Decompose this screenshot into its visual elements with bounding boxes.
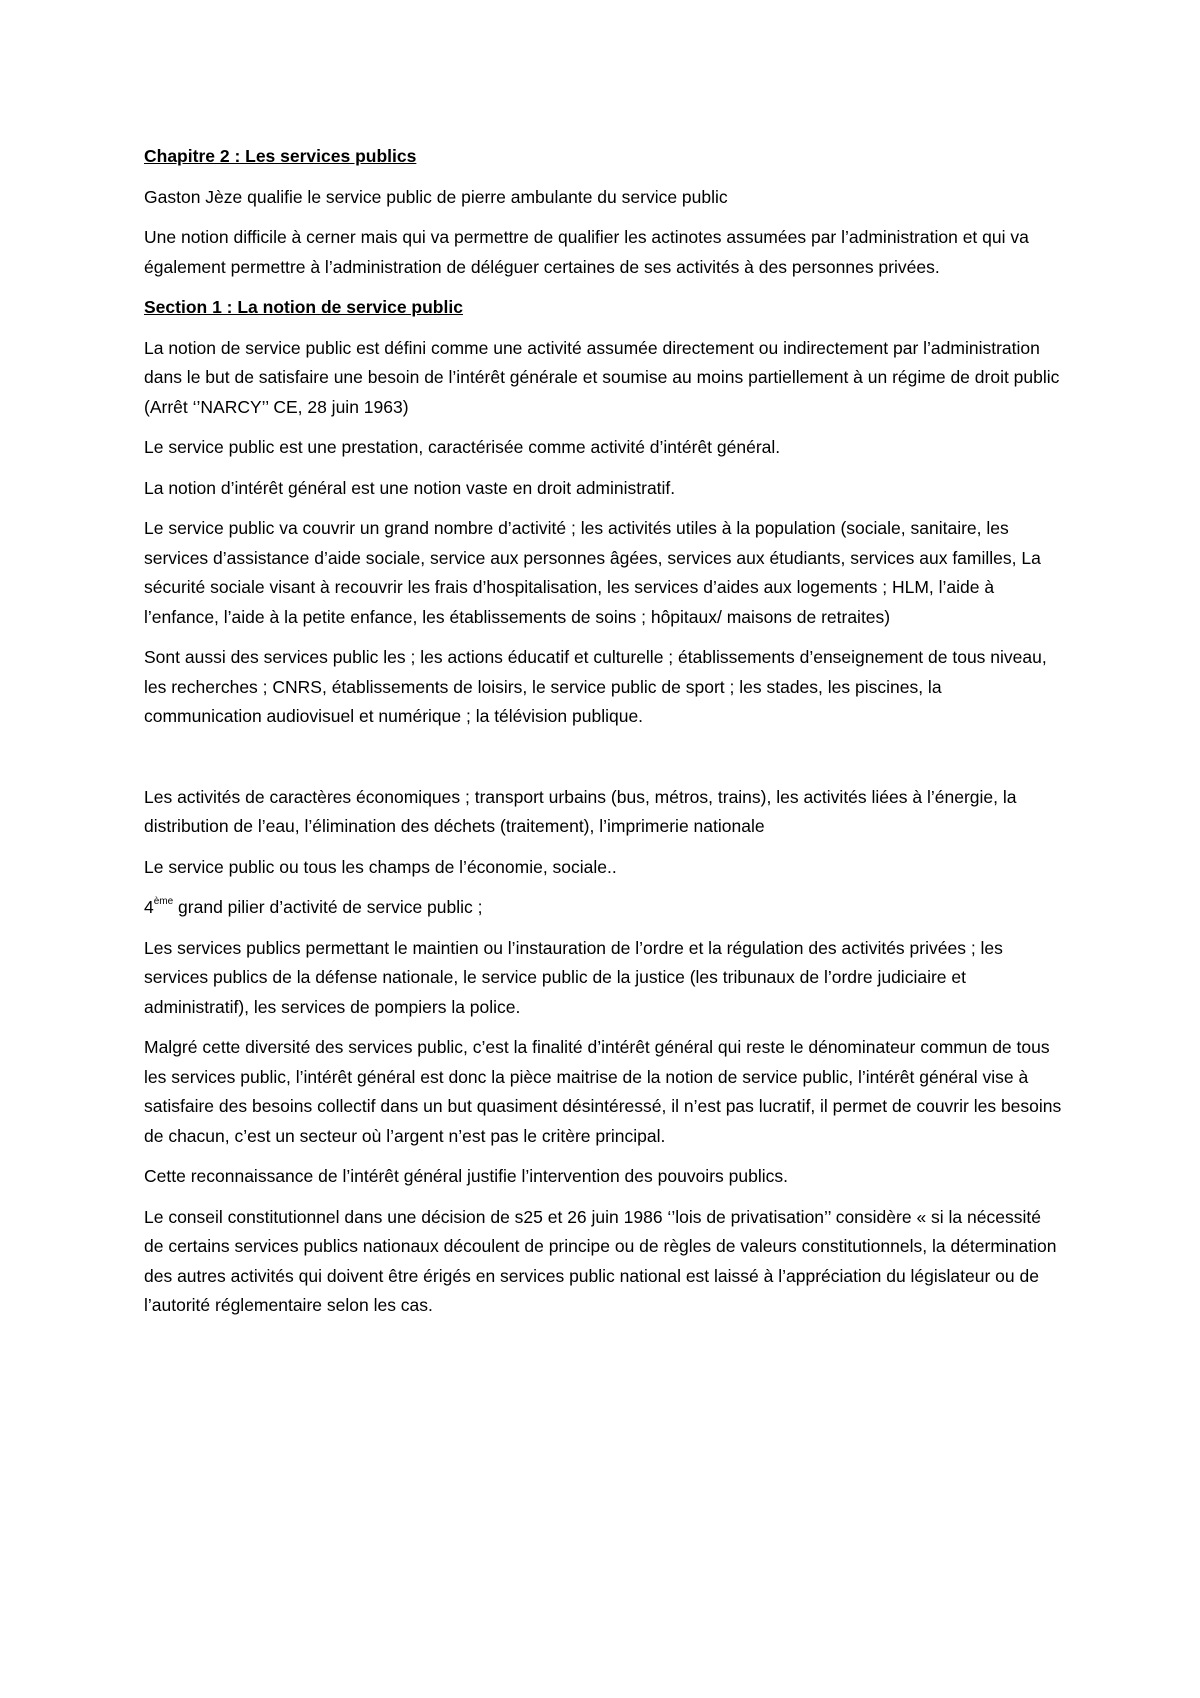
pilier-paragraph xyxy=(144,893,1064,923)
interet-general-paragraph: La notion d’intérêt général est une notion vaste en droit administratif. xyxy=(144,477,676,498)
ordre-paragraph: Les services publics permettant le maintien ou l’instauration de l’ordre et la régulation des activités privées ; les services publics de la défense nationale, le service public de la justice (les tribunaux de l’ordre judiciaire et administratif), les services de pompiers la police. xyxy=(144,937,1003,1017)
intro-paragraph-1: Gaston Jèze qualifie le service public de pierre ambulante du service public xyxy=(144,186,728,207)
pilier-number: 4 xyxy=(144,897,154,917)
definition-paragraph: La notion de service public est défini comme une activité assumée directement ou indirectement par l’administration dans le but de satisfaire une besoin de l’intérêt générale et soumise au moins partiellement à un régime de droit public (Arrêt ‘’NARCY’’ CE, 28 juin 1963) xyxy=(144,337,1060,417)
chapter-title: Chapitre 2 : Les services publics xyxy=(144,146,417,166)
activites-economiques-paragraph: Les activités de caractères économiques ; transport urbains (bus, métros, trains), les activités liées à l’énergie, la distribution de l’eau, l’élimination des déchets (traitement), l’imprimerie nationale xyxy=(144,786,1017,836)
pilier-superscript: ème xyxy=(153,896,174,908)
diversite-paragraph: Malgré cette diversité des services public, c’est la finalité d’intérêt général qui reste le dénominateur commun de tous les services public, l’intérêt général est donc la pièce maitrise de la notion de service public, l’intérêt général vise à satisfaire des besoins collectif dans un but quasiment désintéressé, il n’est pas lucratif, il permet de couvrir les besoins de chacun, c’est un secteur où l’argent n’est pas le critère principal. xyxy=(144,1037,1062,1146)
reconnaissance-paragraph: Cette reconnaissance de l’intérêt général justifie l’intervention des pouvoirs publics. xyxy=(144,1166,788,1186)
actions-educatives-paragraph: Sont aussi des services public les ; les actions éducatif et culturelle ; établissements d’enseignement de tous niveau, les recherches ; CNRS, établissements de loisirs, le service public de sport ; les stades, les piscines, la communication audiovisuel et numérique ; la télévision publique. xyxy=(144,647,1047,726)
document-body xyxy=(144,142,1064,1332)
prestation-paragraph: Le service public est une prestation, caractérisée comme activité d’intérêt général. xyxy=(144,437,781,457)
conseil-paragraph: Le conseil constitutionnel dans une décision de s25 et 26 juin 1986 ‘’lois de privatisation’’ considère « si la nécessité de certains services publics nationaux découlent de principe ou de règles de valeurs constitutionnels, la détermination des autres activités qui doivent être érigés en services public national est laissé à l’appréciation du législateur ou de l’autorité réglementaire selon les cas. xyxy=(144,1206,1057,1315)
activites-utiles-paragraph: Le service public va couvrir un grand nombre d’activité ; les activités utiles à la population (sociale, sanitaire, les services d’assistance d’aide sociale, service aux personnes âgées, services aux étudiants, services aux familles, La sécurité sociale visant à recouvrir les frais d’hospitalisation, les services d’aides aux logements ; HLM, l’aide à l’enfance, l’aide à la petite enfance, les établissements de soins ; hôpitaux/ maisons de retraites) xyxy=(144,518,1041,627)
blank-line xyxy=(144,743,1064,783)
champs-paragraph: Le service public ou tous les champs de l’économie, sociale.. xyxy=(144,856,617,877)
pilier-text: grand pilier d’activité de service public ; xyxy=(173,897,483,917)
intro-paragraph-2: Une notion difficile à cerner mais qui va permettre de qualifier les actinotes assumées par l’administration et qui va également permettre à l’administration de déléguer certaines de ses activités à des personnes privées. xyxy=(144,227,1029,277)
section-1-title: Section 1 : La notion de service public xyxy=(144,297,463,317)
